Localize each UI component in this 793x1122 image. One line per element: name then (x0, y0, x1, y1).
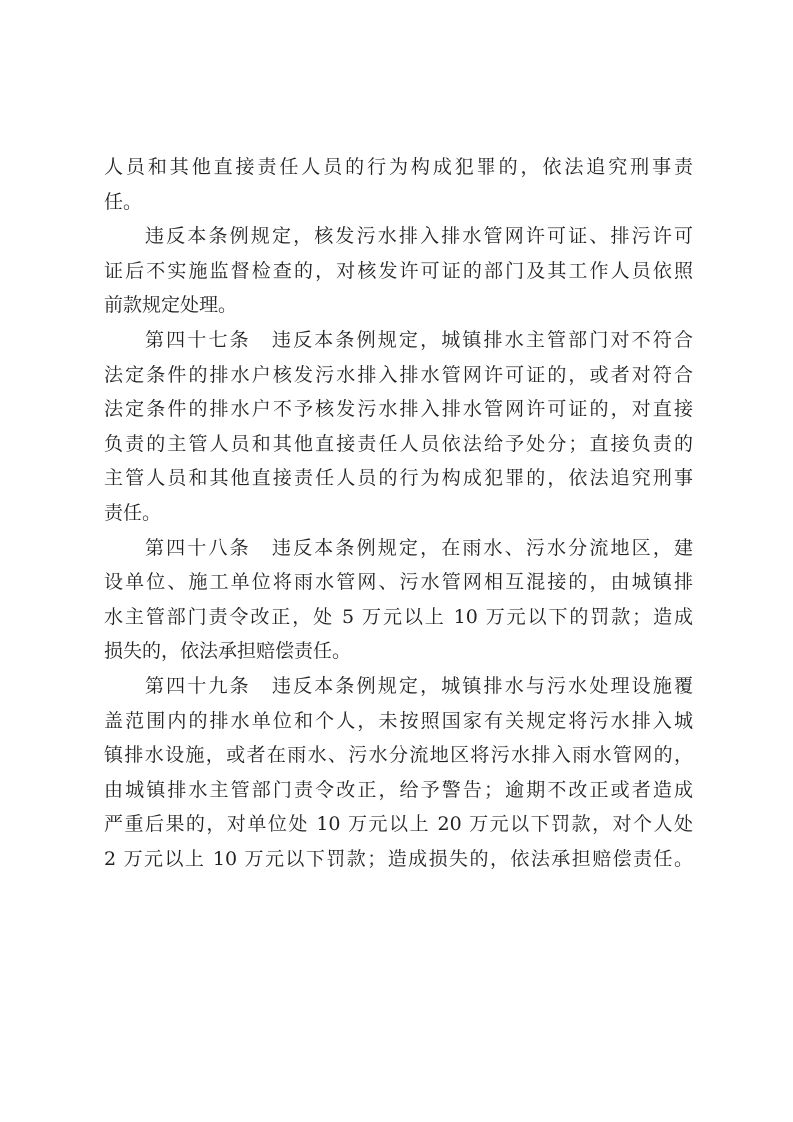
article-49 (104, 669, 693, 877)
article-text: 违反本条例规定，在雨水、污水分流地区，建 (269, 536, 693, 559)
document-body (104, 150, 693, 876)
text-line (104, 323, 693, 358)
text-line: 2 万元以上 10 万元以下罚款；造成损失的，依法承担赔偿责任。 (104, 847, 693, 870)
text-line: 任。 (104, 190, 143, 213)
text-line: 违反本条例规定，核发污水排入排水管网许可证、排污许可 (145, 225, 693, 248)
text-line: 镇排水设施，或者在雨水、污水分流地区将污水排入雨水管网的， (104, 744, 693, 767)
text-line (104, 531, 693, 566)
article-47 (104, 323, 693, 531)
text-line: 主管人员和其他直接责任人员的行为构成犯罪的，依法追究刑事 (104, 467, 693, 490)
paragraph-continuation (104, 150, 693, 219)
text-line: 法定条件的排水户不予核发污水排入排水管网许可证的，对直接 (104, 398, 693, 421)
text-line: 水主管部门责令改正，处 5 万元以上 10 万元以下的罚款；造成 (104, 605, 693, 628)
article-48 (104, 531, 693, 669)
text-line: 严重后果的，对单位处 10 万元以上 20 万元以下罚款，对个人处 (104, 813, 693, 836)
text-line: 责任。 (104, 501, 162, 524)
text-line: 人员和其他直接责任人员的行为构成犯罪的，依法追究刑事责 (104, 156, 693, 178)
text-line: 盖范围内的排水单位和个人，未按照国家有关规定将污水排入城 (104, 709, 693, 732)
text-line (104, 669, 693, 704)
text-line: 法定条件的排水户核发污水排入排水管网许可证的，或者对符合 (104, 363, 693, 386)
article-number: 第四十九条 (145, 674, 251, 697)
article-number: 第四十七条 (145, 328, 251, 351)
text-line: 前款规定处理。 (104, 294, 238, 317)
article-text: 违反本条例规定，城镇排水主管部门对不符合 (269, 328, 693, 351)
text-line: 设单位、施工单位将雨水管网、污水管网相互混接的，由城镇排 (104, 571, 693, 594)
text-line: 证后不实施监督检查的，对核发许可证的部门及其工作人员依照 (104, 259, 693, 282)
text-line: 负责的主管人员和其他直接责任人员依法给予处分；直接负责的 (104, 432, 693, 455)
text-line: 损失的，依法承担赔偿责任。 (104, 640, 352, 663)
article-number: 第四十八条 (145, 536, 251, 559)
article-text: 违反本条例规定，城镇排水与污水处理设施覆 (269, 674, 693, 697)
text-line: 由城镇排水主管部门责令改正，给予警告；逾期不改正或者造成 (104, 778, 693, 801)
paragraph-supervision (104, 219, 693, 323)
